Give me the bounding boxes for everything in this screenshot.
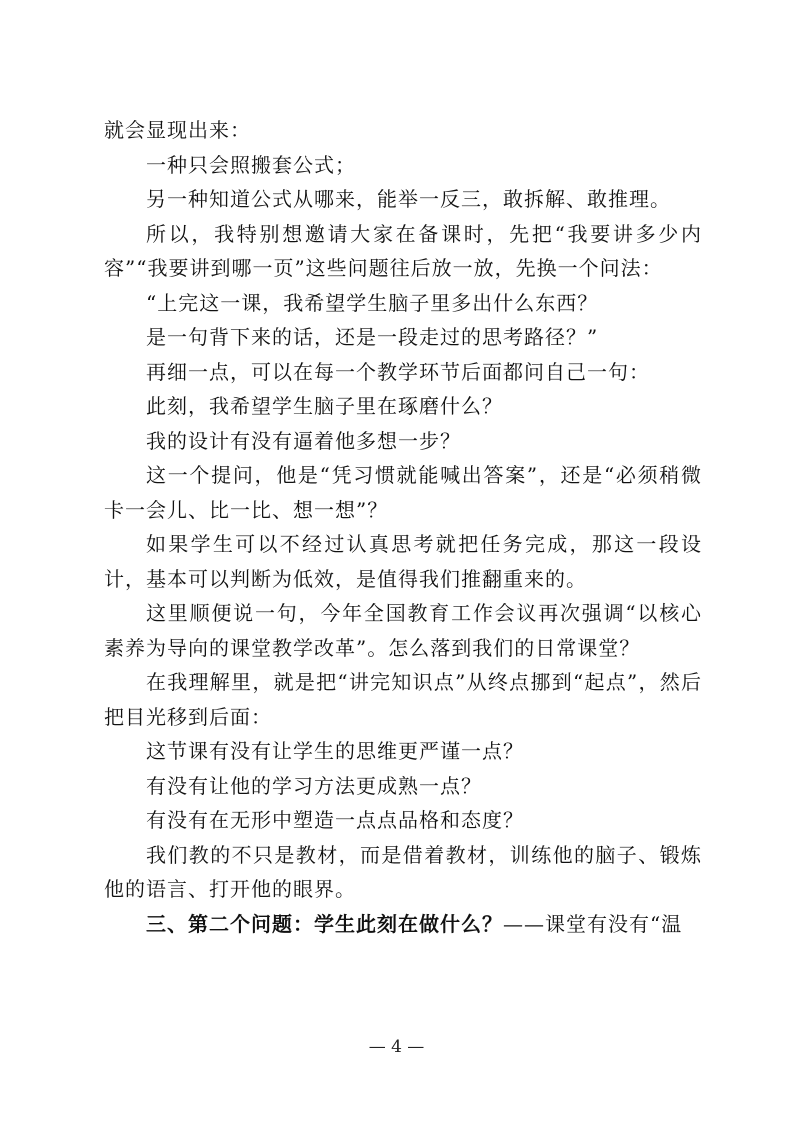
- paragraph: 我的设计有没有逼着他多想一步？: [146, 428, 461, 453]
- paragraph: 所以，我特别想邀请大家在备课时，先把“我要讲多少内容”“我要讲到哪一页”这些问题往后放一放，先换一个问法：: [104, 221, 702, 280]
- paragraph: 有没有在无形中塑造一点点品格和态度？: [146, 808, 524, 832]
- section-heading-bold: 三、第二个问题：学生此刻在做什么？: [146, 911, 503, 936]
- paragraph: 这节课有没有让学生的思维更严谨一点？: [146, 739, 524, 763]
- paragraph: “上完这一课，我希望学生脑子里多出什么东西？: [146, 290, 599, 315]
- paragraph: 这一个提问，他是“凭习惯就能喊出答案”，还是“必须稍微卡一会儿、比一比、想一想”？: [104, 463, 702, 522]
- paragraph: 再细一点，可以在每一个教学环节后面都问自己一句：: [146, 359, 650, 384]
- paragraph: 此刻，我希望学生脑子里在琢磨什么？: [146, 394, 503, 418]
- body-text: [104, 113, 702, 941]
- paragraph: 我们教的不只是教材，而是借着教材，训练他的脑子、锻炼他的语言、打开他的眼界。: [104, 842, 702, 901]
- paragraph: 一种只会照搬套公式；: [146, 152, 356, 177]
- section-heading-rest: ——课堂有没有“温: [503, 911, 683, 936]
- paragraph: 在我理解里，就是把“讲完知识点”从终点挪到“起点”，然后把目光移到后面：: [104, 670, 702, 729]
- paragraph: 是一句背下来的话，还是一段走过的思考路径？”: [146, 325, 599, 349]
- section-heading: [104, 907, 702, 942]
- paragraph: 有没有让他的学习方法更成熟一点？: [146, 773, 482, 798]
- paragraph: 就会显现出来：: [104, 118, 251, 142]
- paragraph: 另一种知道公式从哪来，能举一反三，敢拆解、敢推理。: [146, 187, 671, 211]
- paragraph: 如果学生可以不经过认真思考就把任务完成，那这一段设计，基本可以判断为低效，是值得我们推翻重来的。: [104, 532, 702, 591]
- paragraph: 这里顺便说一句，今年全国教育工作会议再次强调“以核心素养为导向的课堂教学改革”。怎么落到我们的日常课堂？: [104, 601, 702, 660]
- page-number: — 4 —: [368, 1037, 425, 1057]
